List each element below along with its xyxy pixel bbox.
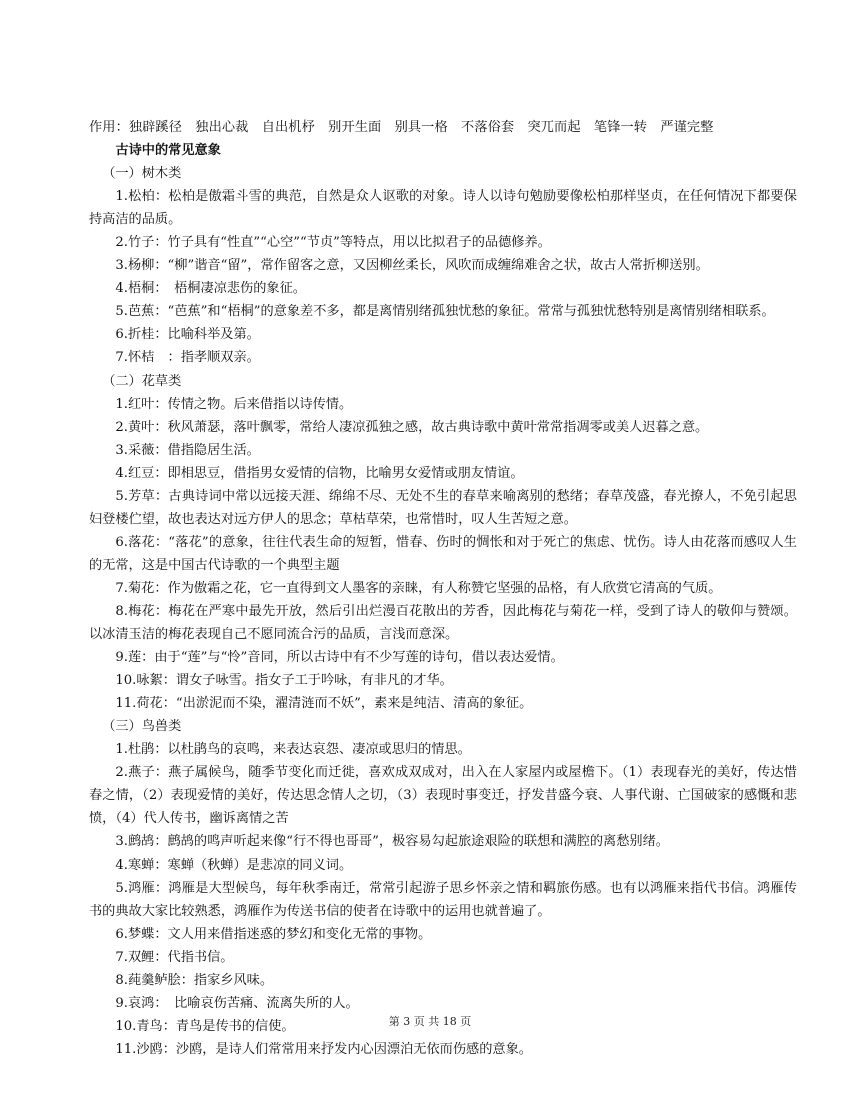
list-item: 10.青鸟：青鸟是传书的信使。: [115, 1018, 295, 1034]
list-item: 3.采薇：借指隐居生活。: [115, 442, 260, 458]
list-item: 9.莲：由于“莲”与“怜”音同，所以古诗中有不少写莲的诗句，借以表达爱情。: [115, 650, 564, 666]
category-title: （三）鸟兽类: [102, 719, 182, 735]
list-item: 2.燕子：燕子属候鸟，随季节变化而迁徙，喜欢成双成对，出入在人家屋内或屋檐下。（1）表现春光的美好，传达惜春之情，（2）表现爱情的美好，传达思念情人之切，（3）表现时事变迁，抒发昔盛今衰、人事代谢、亡国破家的感慨和悲愤，（4）代人传书，幽诉离情之苦: [89, 765, 797, 827]
list-item: 3.杨柳：“柳”谐音“留”，常作留客之意，又因柳丝柔长，风吹而成缠绵难舍之状，故古人常折柳送别。: [115, 258, 709, 274]
list-item: 8.莼羹鲈脍：指家乡风味。: [115, 972, 274, 988]
list-item: 10.咏絮：谓女子咏雪。指女子工于吟咏，有非凡的才华。: [115, 673, 453, 689]
section-flowers: [89, 370, 797, 716]
list-item: 2.黄叶：秋风萧瑟，落叶飘零，常给人凄凉孤独之感，故古典诗歌中黄叶常常指凋零或美人迟暮之意。: [115, 419, 709, 435]
list-item: 5.芭蕉：“芭蕉”和“梧桐”的意象差不多，都是离情别绪孤独忧愁的象征。常常与孤独忧愁特别是离情别绪相联系。: [115, 304, 775, 320]
list-item: 2.竹子：竹子具有“性直”“心空”“节贞”等特点，用以比拟君子的品德修养。: [115, 235, 551, 251]
list-item: 7.怀桔 ：指孝顺双亲。: [115, 350, 260, 366]
list-item: 4.梧桐： 梧桐凄凉悲伤的象征。: [115, 281, 306, 297]
intro-line: 作用：独辟蹊径 独出心裁 自出机杼 别开生面 别具一格 不落俗套 突兀而起 笔锋一转 严谨完整: [89, 120, 714, 135]
section-heading: 古诗中的常见意象: [115, 143, 221, 159]
list-item: 4.红豆：即相思豆，借指男女爱情的信物，比喻男女爱情或朋友情谊。: [115, 465, 524, 481]
list-item: 11.沙鸥：沙鸥，是诗人们常常用来抒发内心因漂泊无依而伤感的意象。: [115, 1041, 532, 1057]
list-item: 6.折桂：比喻科举及第。: [115, 327, 260, 343]
list-item: 6.梦蝶：文人用来借指迷惑的梦幻和变化无常的事物。: [115, 926, 432, 942]
list-item: 5.芳草：古典诗词中常以远接天涯、绵绵不尽、无处不生的春草来喻离别的愁绪；春草茂盛，春光撩人，不免引起思妇登楼伫望，故也表达对远方伊人的思念；草枯草荣，也常惜时，叹人生苦短之意。: [89, 488, 797, 527]
list-item: 1.松柏：松柏是傲霜斗雪的典范，自然是众人讴歌的对象。诗人以诗句勉励要像松柏那样坚贞，在任何情况下都要保持高洁的品质。: [89, 189, 797, 228]
list-item: 7.双鲤：代指书信。: [115, 949, 234, 965]
list-item: 5.鸿雁：鸿雁是大型候鸟，每年秋季南迁，常常引起游子思乡怀亲之情和羁旅伤感。也有以鸿雁来指代书信。鸿雁传书的典故大家比较熟悉，鸿雁作为传送书信的使者在诗歌中的运用也就普遍了。: [89, 880, 797, 919]
list-item: 7.菊花：作为傲霜之花，它一直得到文人墨客的亲睐，有人称赞它坚强的品格，有人欣赏它清高的气质。: [115, 580, 722, 596]
list-item: 1.杜鹃：以杜鹃鸟的哀鸣，来表达哀怨、凄凉或思归的情思。: [115, 742, 471, 758]
category-title: （二）花草类: [102, 373, 182, 389]
section-birds: [89, 715, 797, 1061]
page-number-footer: 第 3 页 共 18 页: [388, 1015, 472, 1028]
section-trees: [89, 162, 797, 369]
list-item: 9.哀鸿： 比喻哀伤苦痛、流离失所的人。: [115, 995, 359, 1011]
document-body: [89, 116, 797, 1061]
list-item: 6.落花：“落花”的意象，往往代表生命的短暂，惜春、伤时的惆怅和对于死亡的焦虑、忧伤。诗人由花落而感叹人生的无常，这是中国古代诗歌的一个典型主题: [89, 534, 797, 573]
list-item: 4.寒蝉：寒蝉（秋蝉）是悲凉的同义词。: [115, 857, 353, 873]
list-item: 8.梅花：梅花在严寒中最先开放，然后引出烂漫百花散出的芳香，因此梅花与菊花一样，受到了诗人的敬仰与赞颂。以冰清玉洁的梅花表现自己不愿同流合污的品质，言浅而意深。: [89, 603, 797, 643]
category-title: （一）树木类: [102, 166, 182, 182]
list-item: 3.鹧鸪：鹧鸪的鸣声听起来像“行不得也哥哥”，极容易勾起旅途艰险的联想和满腔的离愁别绪。: [115, 834, 669, 850]
list-item: 1.红叶：传情之物。后来借指以诗传情。: [115, 396, 353, 412]
list-item: 11.荷花：“出淤泥而不染，濯清涟而不妖”，素来是纯洁、清高的象征。: [115, 696, 533, 712]
